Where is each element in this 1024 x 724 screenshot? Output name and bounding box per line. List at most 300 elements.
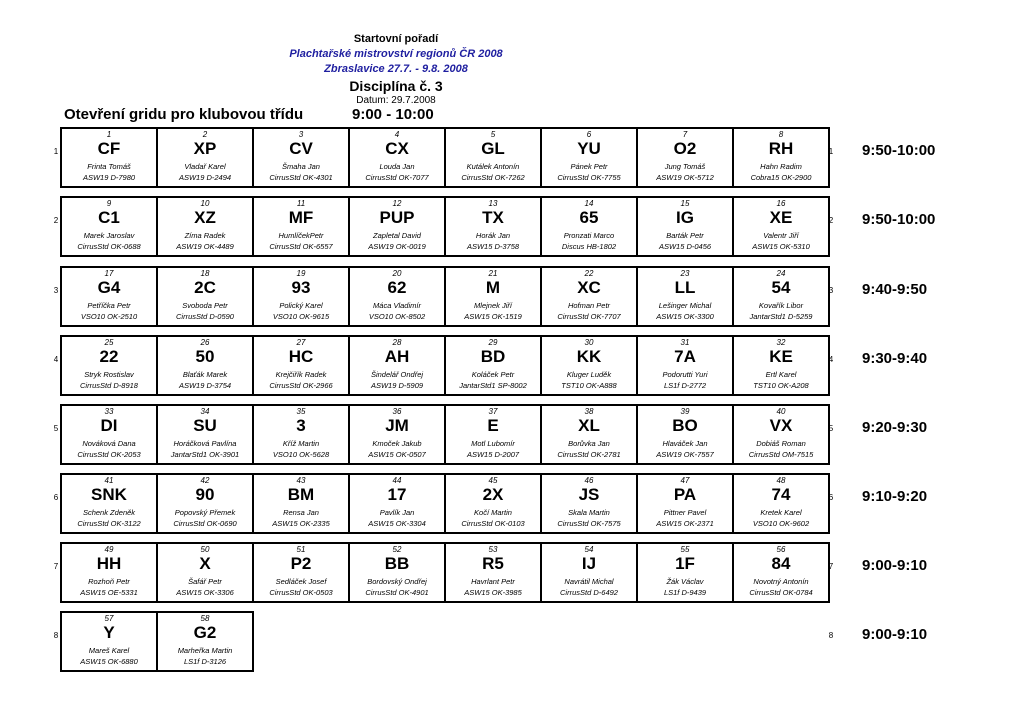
start-position: 47 [680, 476, 690, 485]
start-position: 31 [680, 338, 690, 347]
pilot-name: Louda Jan [379, 162, 415, 171]
start-position: 11 [296, 199, 306, 208]
competition-code: 90 [195, 485, 215, 504]
competition-code: Y [103, 623, 115, 642]
glider-info: ASW19 D-7980 [82, 173, 136, 182]
competition-code: 93 [291, 278, 311, 297]
pilot-name: Mlejnek Jiří [474, 301, 512, 310]
glider-info: TST10 OK-A888 [561, 381, 617, 390]
row-frame [60, 127, 830, 188]
row-frame [60, 473, 830, 534]
start-position: 2 [202, 130, 208, 139]
pilot-name: HumlíčekPetr [278, 231, 324, 240]
pilot-name: Rozhoň Petr [88, 577, 130, 586]
start-position: 37 [488, 407, 498, 416]
row-number-right: 3 [828, 286, 834, 295]
competition-code: KE [769, 347, 793, 366]
grid-cell [734, 406, 828, 463]
start-position: 18 [200, 269, 210, 278]
glider-info: ASW19 D-5909 [370, 381, 424, 390]
start-position: 27 [296, 338, 306, 347]
pilot-name: Nováková Dana [82, 439, 136, 448]
grid-cell [158, 337, 252, 394]
pilot-name: Hahn Radim [760, 162, 802, 171]
competition-code: MF [288, 208, 314, 227]
grid-cell [542, 337, 636, 394]
glider-info: VSO10 OK-5628 [272, 450, 330, 459]
glider-info: VSO10 OK-2510 [80, 312, 138, 321]
grid-cell [734, 129, 828, 186]
competition-code: SU [193, 416, 217, 435]
grid-cell [62, 406, 156, 463]
pilot-name: Schenk Zdeněk [82, 508, 136, 517]
grid-cell [446, 544, 540, 601]
start-position: 42 [200, 476, 210, 485]
start-position: 26 [200, 338, 210, 347]
pilot-name: Stryk Rostislav [84, 370, 134, 379]
glider-info: JantarStd1 SP-8002 [459, 381, 527, 390]
start-position: 57 [104, 614, 114, 623]
pilot-name: Šafář Petr [188, 577, 222, 586]
grid-cell [542, 475, 636, 532]
row-frame [60, 611, 254, 672]
row-frame [60, 404, 830, 465]
start-position: 40 [776, 407, 786, 416]
glider-info: CirrusStd OK-2966 [269, 381, 333, 390]
start-position: 9 [106, 199, 112, 208]
grid-cell [62, 337, 156, 394]
pilot-name: Ertl Karel [765, 370, 797, 379]
grid-cell [158, 613, 252, 670]
takeoff-slot: 9:20-9:30 [862, 419, 928, 436]
start-position: 51 [296, 545, 306, 554]
glider-info: VSO10 OK-9602 [752, 519, 810, 528]
competition-code: E [487, 416, 499, 435]
row-frame [60, 542, 830, 603]
glider-info: ASW15 OK-5310 [752, 242, 810, 251]
grid-row [0, 542, 1024, 603]
grid-cell [254, 198, 348, 255]
grid-row [0, 127, 1024, 188]
pilot-name: Polický Karel [279, 301, 323, 310]
competition-code: BB [384, 554, 410, 573]
pilot-name: Podorutti Yuri [662, 370, 708, 379]
pilot-name: Svoboda Petr [182, 301, 228, 310]
pilot-name: Popovský Přemek [174, 508, 236, 517]
pilot-name: Pánek Petr [570, 162, 608, 171]
grid-subtitle: Otevření gridu pro klubovou třídu [64, 106, 304, 123]
pilot-name: Máca Vladimír [373, 301, 421, 310]
start-position: 53 [488, 545, 498, 554]
grid-cell [446, 475, 540, 532]
start-position: 33 [104, 407, 114, 416]
grid-cell [254, 544, 348, 601]
start-position: 56 [776, 545, 786, 554]
start-position: 54 [584, 545, 594, 554]
glider-info: CirrusStd OK-7707 [557, 312, 621, 321]
glider-info: LS1f D-9439 [663, 588, 707, 597]
competition-code: YU [577, 139, 601, 158]
row-number-left: 1 [53, 147, 59, 156]
competition-code: BD [480, 347, 506, 366]
start-position: 50 [200, 545, 210, 554]
takeoff-slot: 9:00-9:10 [862, 626, 928, 643]
glider-info: ASW19 OK-4489 [176, 242, 234, 251]
start-position: 1 [106, 130, 112, 139]
glider-info: CirrusStd OK-3122 [77, 519, 141, 528]
glider-info: CirrusStd OK-6557 [269, 242, 333, 251]
start-position: 25 [104, 338, 114, 347]
grid-cell [638, 337, 732, 394]
start-position: 32 [776, 338, 786, 347]
row-number-right: 7 [828, 562, 834, 571]
glider-info: ASW15 OK-2335 [272, 519, 330, 528]
event-name: Plachtařské mistrovství regionů ČR 2008 [289, 48, 503, 60]
pilot-name: Navrátil Michal [564, 577, 614, 586]
pilot-name: Petříčka Petr [87, 301, 131, 310]
grid-cell [254, 268, 348, 325]
row-number-left: 2 [53, 216, 59, 225]
glider-info: ASW15 OK-2371 [656, 519, 714, 528]
competition-code: C1 [98, 208, 120, 227]
grid-cell [254, 337, 348, 394]
pilot-name: Zapletal David [373, 231, 421, 240]
pilot-name: Horák Jan [475, 231, 511, 240]
grid-row [0, 473, 1024, 534]
glider-info: CirrusStd OK-7262 [461, 173, 525, 182]
grid-row [0, 196, 1024, 257]
grid-cell [638, 475, 732, 532]
pilot-name: Kočí Martin [474, 508, 512, 517]
glider-info: CirrusStd OK-2053 [77, 450, 141, 459]
glider-info: ASW15 OK-3300 [656, 312, 714, 321]
grid-row [0, 404, 1024, 465]
row-number-left: 6 [53, 493, 59, 502]
start-position: 55 [680, 545, 690, 554]
grid-cell [158, 406, 252, 463]
glider-info: CirrusStd OK-7575 [557, 519, 621, 528]
row-frame [60, 196, 830, 257]
competition-code: RH [768, 139, 794, 158]
competition-code: 84 [771, 554, 791, 573]
competition-code: R5 [482, 554, 504, 573]
grid-cell [638, 198, 732, 255]
glider-info: JantarStd1 OK-3901 [170, 450, 240, 459]
competition-code: 2X [482, 485, 504, 504]
grid-cell [62, 613, 156, 670]
glider-info: Discus HB-1802 [561, 242, 617, 251]
pilot-name: Krejčiřík Radek [275, 370, 327, 379]
pilot-name: Novotný Antonín [753, 577, 809, 586]
competition-code: GL [481, 139, 505, 158]
grid-row [0, 611, 1024, 672]
start-position: 7 [682, 130, 688, 139]
grid-cell [542, 268, 636, 325]
competition-code: 74 [771, 485, 791, 504]
glider-info: CirrusStd OK-7755 [557, 173, 621, 182]
event-place-dates: Zbraslavice 27.7. - 9.8. 2008 [324, 63, 468, 75]
glider-info: ASW15 OK-3985 [464, 588, 522, 597]
start-position: 48 [776, 476, 786, 485]
start-position: 45 [488, 476, 498, 485]
pilot-name: Kluger Luděk [566, 370, 612, 379]
competition-code: 3 [296, 416, 306, 435]
takeoff-slot: 9:10-9:20 [862, 488, 928, 505]
row-number-left: 7 [53, 562, 59, 571]
competition-code: 2C [194, 278, 216, 297]
competition-code: XP [193, 139, 217, 158]
pilot-name: Šmaha Jan [282, 162, 320, 171]
glider-info: VSO10 OK-8502 [368, 312, 426, 321]
takeoff-slot: 9:50-10:00 [862, 142, 936, 159]
competition-code: JM [385, 416, 409, 435]
glider-info: CirrusStd OK-0688 [77, 242, 141, 251]
glider-info: ASW19 D-3754 [178, 381, 232, 390]
row-number-left: 5 [53, 424, 59, 433]
start-position: 34 [200, 407, 210, 416]
start-position: 49 [104, 545, 114, 554]
start-position: 43 [296, 476, 306, 485]
grid-time-range: 9:00 - 10:00 [352, 106, 434, 123]
grid-cell [158, 268, 252, 325]
start-position: 52 [392, 545, 402, 554]
grid-cell [158, 475, 252, 532]
grid-cell [638, 406, 732, 463]
document-date: Datum: 29.7.2008 [356, 95, 436, 106]
grid-cell [158, 129, 252, 186]
grid-row [0, 266, 1024, 327]
pilot-name: Sedláček Josef [275, 577, 327, 586]
pilot-name: Pronzati Marco [563, 231, 615, 240]
grid-cell [350, 337, 444, 394]
grid-cell [350, 544, 444, 601]
glider-info: ASW15 OK-0507 [368, 450, 426, 459]
start-position: 12 [392, 199, 402, 208]
glider-info: ASW15 D-0456 [658, 242, 712, 251]
grid-cell [734, 198, 828, 255]
grid-cell [350, 475, 444, 532]
glider-info: ASW15 OK-3306 [176, 588, 234, 597]
start-position: 23 [680, 269, 690, 278]
row-number-right: 1 [828, 147, 834, 156]
start-position: 38 [584, 407, 594, 416]
pilot-name: Kříž Martin [282, 439, 320, 448]
grid-cell [542, 544, 636, 601]
glider-info: ASW19 OK-5712 [656, 173, 714, 182]
start-position: 16 [776, 199, 786, 208]
grid-cell [638, 268, 732, 325]
pilot-name: Havrlant Petr [471, 577, 515, 586]
grid-cell [254, 475, 348, 532]
competition-code: HC [288, 347, 314, 366]
competition-code: IJ [581, 554, 597, 573]
competition-code: CX [385, 139, 409, 158]
start-position: 4 [394, 130, 400, 139]
grid-cell [350, 198, 444, 255]
pilot-name: Kmoček Jakub [372, 439, 422, 448]
start-position: 24 [776, 269, 786, 278]
grid-cell [254, 406, 348, 463]
grid-cell [734, 544, 828, 601]
glider-info: CirrusStd OK-7077 [365, 173, 429, 182]
start-position: 10 [200, 199, 210, 208]
competition-code: BO [672, 416, 698, 435]
glider-info: ASW15 D-3758 [466, 242, 520, 251]
takeoff-slot: 9:40-9:50 [862, 281, 928, 298]
grid-cell [542, 198, 636, 255]
row-number-right: 2 [828, 216, 834, 225]
competition-code: 50 [195, 347, 215, 366]
competition-code: VX [769, 416, 793, 435]
grid-cell [734, 268, 828, 325]
competition-code: XC [577, 278, 601, 297]
glider-info: LS1f D-2772 [663, 381, 707, 390]
grid-cell [350, 129, 444, 186]
start-position: 19 [296, 269, 306, 278]
start-position: 5 [490, 130, 496, 139]
grid-cell [62, 475, 156, 532]
start-position: 3 [298, 130, 304, 139]
pilot-name: Kutálek Antonín [466, 162, 520, 171]
grid-cell [734, 475, 828, 532]
pilot-name: Vladař Karel [184, 162, 226, 171]
pilot-name: Borůvka Jan [568, 439, 610, 448]
glider-info: VSO10 OK-9615 [272, 312, 330, 321]
grid-cell [62, 198, 156, 255]
competition-code: CV [289, 139, 313, 158]
glider-info: Cobra15 OK-2900 [750, 173, 812, 182]
takeoff-slot: 9:30-9:40 [862, 350, 928, 367]
glider-info: CirrusStd OK-4901 [365, 588, 429, 597]
grid-cell [350, 268, 444, 325]
takeoff-slot: 9:00-9:10 [862, 557, 928, 574]
pilot-name: Pittner Pavel [663, 508, 707, 517]
competition-code: LL [674, 278, 696, 297]
row-number-left: 4 [53, 355, 59, 364]
competition-code: HH [96, 554, 122, 573]
grid-cell [158, 544, 252, 601]
pilot-name: Koláček Petr [471, 370, 515, 379]
competition-code: 62 [387, 278, 407, 297]
competition-code: XL [578, 416, 600, 435]
pilot-name: Frinta Tomáš [87, 162, 131, 171]
grid-cell [542, 406, 636, 463]
pilot-name: Horáčková Pavlína [173, 439, 237, 448]
competition-code: BM [287, 485, 315, 504]
pilot-name: Jung Tomáš [664, 162, 706, 171]
pilot-name: Rensa Jan [283, 508, 319, 517]
start-position: 36 [392, 407, 402, 416]
pilot-name: Kovařík Libor [758, 301, 804, 310]
pilot-name: Hofman Petr [567, 301, 611, 310]
start-position: 15 [680, 199, 690, 208]
competition-code: G4 [97, 278, 121, 297]
competition-code: P2 [290, 554, 312, 573]
grid-cell [446, 129, 540, 186]
pilot-name: Bordovský Ondřej [367, 577, 427, 586]
pilot-name: Blaťák Marek [182, 370, 228, 379]
competition-code: DI [100, 416, 118, 435]
pilot-name: Kretek Karel [760, 508, 802, 517]
pilot-name: Motl Lubomír [471, 439, 515, 448]
pilot-name: Valentr Jiří [763, 231, 799, 240]
competition-code: XZ [194, 208, 216, 227]
start-position: 35 [296, 407, 306, 416]
row-number-right: 8 [828, 631, 834, 640]
pilot-name: Pavlík Jan [379, 508, 415, 517]
glider-info: CirrusStd OK-0503 [269, 588, 333, 597]
glider-info: TST10 OK-A208 [753, 381, 809, 390]
discipline-title: Disciplína č. 3 [349, 78, 443, 94]
row-frame [60, 266, 830, 327]
takeoff-slot: 9:50-10:00 [862, 211, 936, 228]
start-position: 44 [392, 476, 402, 485]
grid-row [0, 335, 1024, 396]
pilot-name: Marek Jaroslav [83, 231, 135, 240]
pilot-name: Hlaváček Jan [662, 439, 708, 448]
start-position: 39 [680, 407, 690, 416]
competition-code: 54 [771, 278, 791, 297]
grid-cell [446, 337, 540, 394]
row-number-left: 8 [53, 631, 59, 640]
glider-info: ASW15 OK-6880 [80, 657, 138, 666]
competition-code: TX [482, 208, 504, 227]
competition-code: XE [769, 208, 793, 227]
start-position: 6 [586, 130, 592, 139]
competition-code: G2 [193, 623, 217, 642]
competition-code: 7A [674, 347, 696, 366]
glider-info: CirrusStd D-6492 [560, 588, 618, 597]
competition-code: IG [676, 208, 694, 227]
grid-cell [62, 544, 156, 601]
competition-code: 1F [675, 554, 695, 573]
glider-info: ASW15 OE-5331 [80, 588, 138, 597]
competition-code: CF [97, 139, 121, 158]
start-position: 30 [584, 338, 594, 347]
glider-info: LS1f D-3126 [183, 657, 227, 666]
pilot-name: Marheřka Martin [177, 646, 233, 655]
grid-cell [542, 129, 636, 186]
glider-info: CirrusStd OK-0784 [749, 588, 813, 597]
grid-cell [638, 544, 732, 601]
competition-code: JS [578, 485, 600, 504]
pilot-name: Dobiáš Roman [756, 439, 806, 448]
row-number-left: 3 [53, 286, 59, 295]
grid-cell [254, 129, 348, 186]
glider-info: CirrusStd OK-0690 [173, 519, 237, 528]
grid-cell [62, 129, 156, 186]
grid-cell [350, 406, 444, 463]
glider-info: ASW15 D-2007 [466, 450, 520, 459]
competition-code: PUP [379, 208, 415, 227]
glider-info: CirrusStd OK-2781 [557, 450, 621, 459]
pilot-name: Mareš Karel [88, 646, 130, 655]
glider-info: ASW19 OK-7557 [656, 450, 714, 459]
grid-cell [734, 337, 828, 394]
glider-info: ASW15 OK-1519 [464, 312, 522, 321]
pilot-name: Šindelář Ondřej [370, 370, 424, 379]
competition-code: 22 [99, 347, 119, 366]
start-position: 29 [488, 338, 498, 347]
start-position: 8 [778, 130, 784, 139]
start-position: 21 [488, 269, 498, 278]
glider-info: ASW19 D-2494 [178, 173, 232, 182]
grid-cell [158, 198, 252, 255]
pilot-name: Lešinger Michal [658, 301, 712, 310]
document-title: Startovní pořadí [353, 33, 439, 45]
glider-info: ASW19 OK-0019 [368, 242, 426, 251]
row-number-right: 5 [828, 424, 834, 433]
